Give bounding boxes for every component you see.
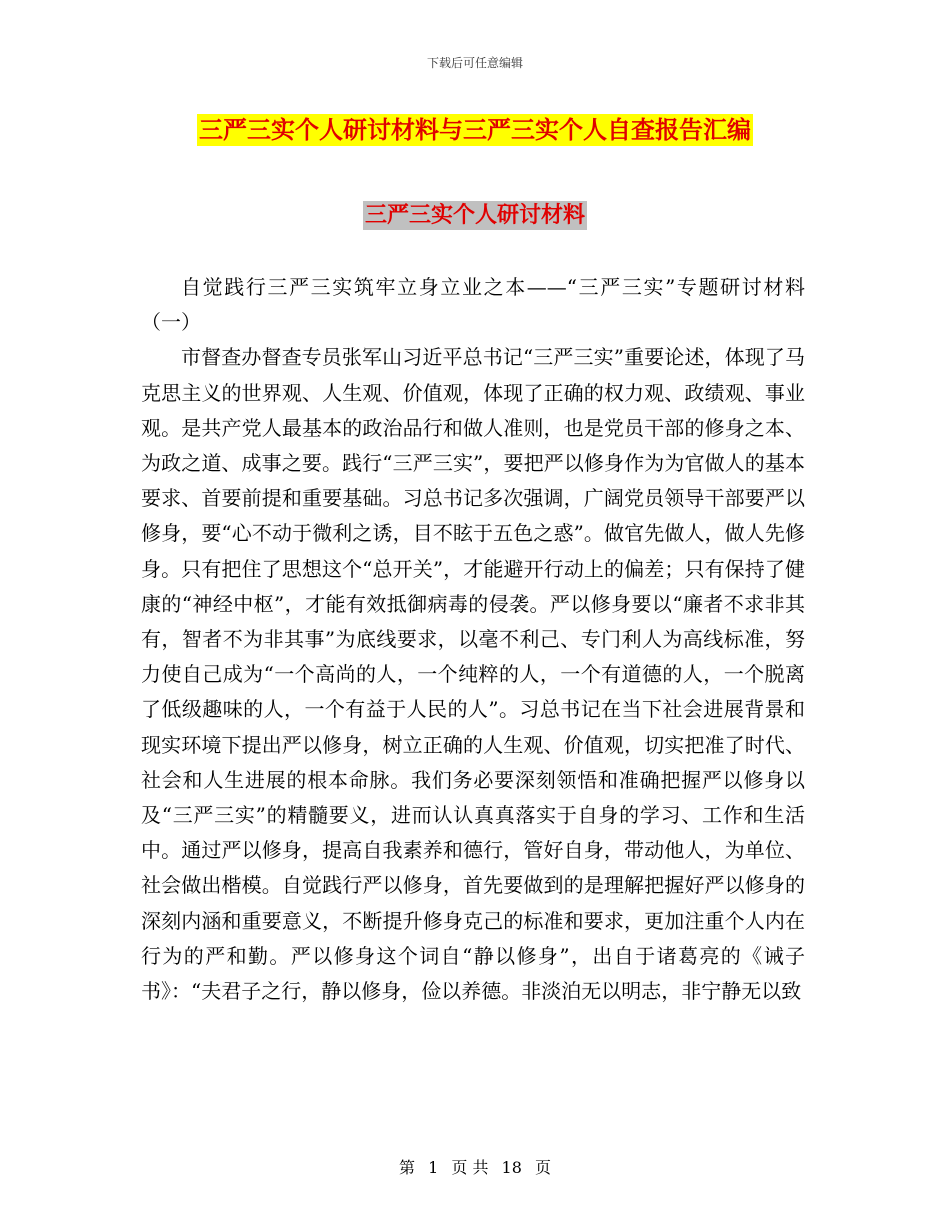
document-subtitle-text: 三严三实个人研讨材料 — [364, 203, 585, 228]
footer-page-number: 1 — [428, 1158, 439, 1177]
header-note: 下载后可任意编辑 — [426, 56, 523, 70]
paragraph-body: 市督查办督查专员张军山习近平总书记“三严三实”重要论述，体现了马克思主义的世界观、人生观、价值观，体现了正确的权力观、政绩观、事业观。是共产党人最基本的政治品行和做人准则，也是党员干部的修身之本、为政之道、成事之要。践行“三严三实”，要把严以修身作为为官做人的基本要求、首要前提和重要基础。习总书记多次强调，广阔党员领导干部要严以修身，要“心不动于微利之诱，目不眩于五色之惑”。做官先做人，做人先修身。只有把住了思想这个“总开关”，才能避开行动上的偏差；只有保持了健康的“神经中枢”，才能有效抵御病毒的侵袭。严以修身要以“廉者不求非其有，智者不为非其事”为底线要求，以毫不利己、专门利人为高线标准，努力使自己成为“一个高尚的人，一个纯粹的人，一个有道德的人，一个脱离了低级趣味的人，一个有益于人民的人”。习总书记在当下社会进展背景和现实环境下提出严以修身，树立正确的人生观、价值观，切实把准了时代、社会和人生进展的根本命脉。我们务必要深刻领悟和准确把握严以修身以及“三严三实”的精髓要义，进而认认真真落实于自身的学习、工作和生活中。通过严以修身，提高自我素养和德行，管好自身，带动他人，为单位、社会做出楷模。自觉践行严以修身，首先要做到的是理解把握好严以修身的深刻内涵和重要意义，不断提升修身克己的标准和要求，更加注重个人内在行为的严和勤。严以修身这个词自“静以修身”，出自于诸葛亮的《诫子书》：“夫君子之行，静以修身，俭以养德。非淡泊无以明志，非宁静无以致 — [141, 345, 805, 1004]
footer-label-of: 页 共 — [451, 1158, 489, 1177]
footer-total-pages: 18 — [501, 1158, 522, 1177]
paragraph-heading: 自觉践行三严三实筑牢立身立业之本——“三严三实”专题研讨材料（一） — [141, 275, 805, 335]
page-footer — [0, 1155, 950, 1178]
document-subtitle — [0, 199, 950, 233]
footer-label-page: 第 — [398, 1158, 415, 1177]
document-title — [0, 112, 950, 148]
document-body — [141, 270, 805, 1009]
document-title-text: 三严三实个人研讨材料与三严三实个人自查报告汇编 — [199, 116, 751, 144]
footer-label-pages: 页 — [535, 1158, 552, 1177]
